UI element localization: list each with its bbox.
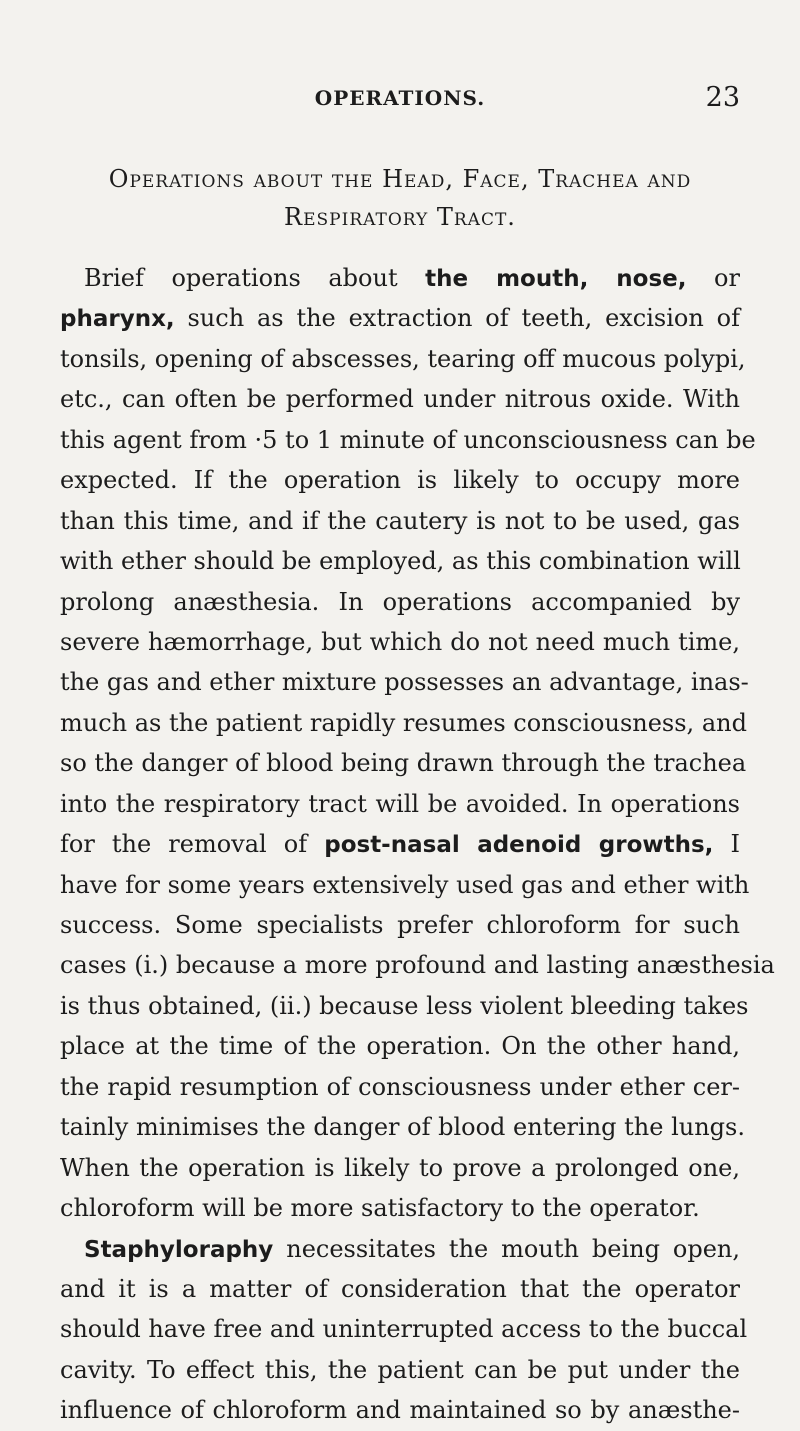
text-line: tonsils, opening of abscesses, tearing off mucous polypi, [60, 344, 746, 373]
text-line: When the operation is likely to prove a prolonged one, [60, 1153, 740, 1182]
text-line: Brief operations about the mouth, nose, or [84, 264, 740, 292]
page-number: 23 [705, 82, 740, 113]
text-line: with ether should be employed, as this combination will [60, 547, 741, 576]
text-line: Staphyloraphy necessitates the mouth being open, [84, 1234, 740, 1263]
text-line: so the danger of blood being drawn through the trachea [60, 749, 747, 778]
text-line: cases (i.) because a more profound and lasting anæsthesia [60, 951, 775, 980]
text-line: tainly minimises the danger of blood entering the lungs. [60, 1113, 745, 1142]
text-line: expected. If the operation is likely to occupy more [60, 466, 740, 495]
text-line: cavity. To effect this, the patient can be put under the [60, 1355, 740, 1384]
text-line: much as the patient rapidly resumes consciousness, and [60, 708, 747, 737]
text-line: severe hæmorrhage, but which do not need much time, [60, 627, 740, 656]
text-line: is thus obtained, (ii.) because less violent bleeding takes [60, 991, 749, 1020]
text-line: influence of chloroform and maintained so by anæsthe- [60, 1396, 740, 1425]
text-line: and it is a matter of consideration that the operator [60, 1274, 740, 1303]
section-heading-line-1: Operations about the Head, Face, Trachea and [108, 165, 692, 193]
text-line: the gas and ether mixture possesses an advantage, inas- [60, 668, 749, 697]
text-line: the rapid resumption of consciousness under ether cer- [60, 1072, 740, 1101]
text-line: prolong anæsthesia. In operations accompanied by [60, 587, 740, 616]
text-line: for the removal of post-nasal adenoid growths, I [60, 830, 740, 859]
section-heading [60, 160, 740, 236]
text-line: pharynx, such as the extraction of teeth, excision of [60, 304, 740, 333]
text-line: this agent from ·5 to 1 minute of unconsciousness can be [60, 425, 756, 454]
running-title: OPERATIONS. [314, 86, 486, 110]
running-head [0, 82, 800, 116]
text-line: chloroform will be more satisfactory to the operator. [60, 1194, 700, 1223]
text-line: into the respiratory tract will be avoided. In operations [60, 789, 740, 818]
text-line: than this time, and if the cautery is not to be used, gas [60, 506, 740, 535]
text-line: etc., can often be performed under nitrous oxide. With [60, 385, 740, 414]
text-line: success. Some specialists prefer chloroform for such [60, 911, 740, 939]
section-heading-line-2: Respiratory Tract. [284, 203, 516, 231]
text-line: place at the time of the operation. On the other hand, [60, 1032, 740, 1061]
text-line: have for some years extensively used gas and ether with [60, 870, 750, 899]
body-paragraphs [60, 258, 775, 1431]
text-line: should have free and uninterrupted access to the buccal [60, 1315, 748, 1344]
